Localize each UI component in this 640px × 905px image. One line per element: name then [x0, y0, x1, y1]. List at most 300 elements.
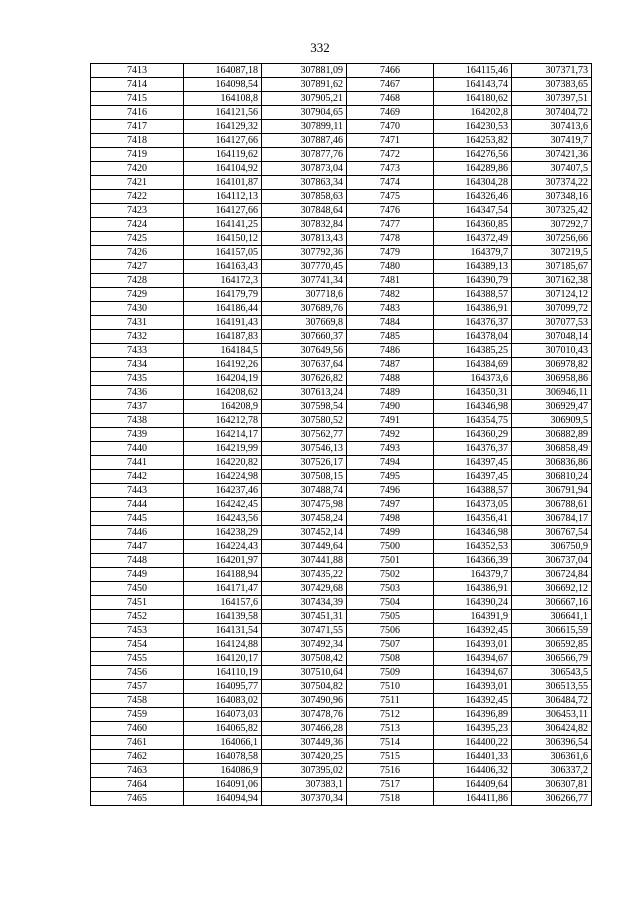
y-coordinate-left: 307899,11	[262, 120, 347, 134]
x-coordinate-right: 164373,6	[434, 372, 512, 386]
point-number-right: 7501	[347, 554, 434, 568]
point-number-left: 7461	[91, 736, 184, 750]
point-number-right: 7508	[347, 652, 434, 666]
y-coordinate-left: 307649,56	[262, 344, 347, 358]
table-row	[91, 176, 592, 190]
y-coordinate-right: 307292,7	[512, 218, 592, 232]
y-coordinate-right: 306307,81	[512, 778, 592, 792]
x-coordinate-right: 164400,22	[434, 736, 512, 750]
x-coordinate-right: 164385,25	[434, 344, 512, 358]
point-number-left: 7447	[91, 540, 184, 554]
point-number-right: 7485	[347, 330, 434, 344]
x-coordinate-left: 164083,02	[184, 694, 262, 708]
point-number-right: 7478	[347, 232, 434, 246]
point-number-left: 7427	[91, 260, 184, 274]
y-coordinate-left: 307526,17	[262, 456, 347, 470]
point-number-right: 7467	[347, 78, 434, 92]
point-number-right: 7511	[347, 694, 434, 708]
point-number-left: 7450	[91, 582, 184, 596]
point-number-left: 7465	[91, 792, 184, 806]
y-coordinate-left: 307905,21	[262, 92, 347, 106]
x-coordinate-left: 164157,05	[184, 246, 262, 260]
point-number-right: 7488	[347, 372, 434, 386]
table-row	[91, 358, 592, 372]
point-number-left: 7438	[91, 414, 184, 428]
x-coordinate-left: 164131,54	[184, 624, 262, 638]
point-number-left: 7451	[91, 596, 184, 610]
point-number-right: 7483	[347, 302, 434, 316]
point-number-right: 7515	[347, 750, 434, 764]
y-coordinate-left: 307420,25	[262, 750, 347, 764]
point-number-left: 7422	[91, 190, 184, 204]
point-number-left: 7432	[91, 330, 184, 344]
x-coordinate-left: 164192,26	[184, 358, 262, 372]
point-number-right: 7496	[347, 484, 434, 498]
x-coordinate-left: 164214,17	[184, 428, 262, 442]
table-row	[91, 134, 592, 148]
table-row	[91, 778, 592, 792]
point-number-right: 7512	[347, 708, 434, 722]
x-coordinate-right: 164386,91	[434, 302, 512, 316]
table-row	[91, 232, 592, 246]
y-coordinate-right: 307421,36	[512, 148, 592, 162]
y-coordinate-right: 307010,43	[512, 344, 592, 358]
point-number-left: 7439	[91, 428, 184, 442]
x-coordinate-left: 164091,06	[184, 778, 262, 792]
point-number-left: 7421	[91, 176, 184, 190]
y-coordinate-right: 306692,12	[512, 582, 592, 596]
point-number-right: 7499	[347, 526, 434, 540]
y-coordinate-right: 306641,1	[512, 610, 592, 624]
x-coordinate-left: 164237,46	[184, 484, 262, 498]
table-row	[91, 204, 592, 218]
x-coordinate-left: 164101,87	[184, 176, 262, 190]
y-coordinate-right: 307077,53	[512, 316, 592, 330]
y-coordinate-left: 307492,34	[262, 638, 347, 652]
table-row	[91, 302, 592, 316]
y-coordinate-left: 307466,28	[262, 722, 347, 736]
y-coordinate-right: 307256,66	[512, 232, 592, 246]
table-row	[91, 666, 592, 680]
x-coordinate-right: 164143,74	[434, 78, 512, 92]
table-row	[91, 162, 592, 176]
y-coordinate-left: 307475,98	[262, 498, 347, 512]
x-coordinate-left: 164086,9	[184, 764, 262, 778]
point-number-right: 7476	[347, 204, 434, 218]
table-row	[91, 512, 592, 526]
point-number-left: 7442	[91, 470, 184, 484]
point-number-right: 7516	[347, 764, 434, 778]
x-coordinate-left: 164127,66	[184, 134, 262, 148]
point-number-left: 7415	[91, 92, 184, 106]
y-coordinate-left: 307626,82	[262, 372, 347, 386]
point-number-left: 7417	[91, 120, 184, 134]
point-number-right: 7477	[347, 218, 434, 232]
x-coordinate-left: 164208,9	[184, 400, 262, 414]
point-number-left: 7463	[91, 764, 184, 778]
point-number-right: 7517	[347, 778, 434, 792]
point-number-left: 7457	[91, 680, 184, 694]
table-row	[91, 652, 592, 666]
point-number-left: 7425	[91, 232, 184, 246]
table-row	[91, 120, 592, 134]
x-coordinate-left: 164163,43	[184, 260, 262, 274]
x-coordinate-right: 164376,37	[434, 316, 512, 330]
point-number-right: 7492	[347, 428, 434, 442]
point-number-right: 7518	[347, 792, 434, 806]
y-coordinate-right: 306958,86	[512, 372, 592, 386]
point-number-right: 7486	[347, 344, 434, 358]
y-coordinate-left: 307613,24	[262, 386, 347, 400]
y-coordinate-left: 307718,6	[262, 288, 347, 302]
table-row	[91, 400, 592, 414]
point-number-left: 7449	[91, 568, 184, 582]
y-coordinate-left: 307832,84	[262, 218, 347, 232]
x-coordinate-left: 164108,8	[184, 92, 262, 106]
y-coordinate-right: 307219,5	[512, 246, 592, 260]
x-coordinate-right: 164406,32	[434, 764, 512, 778]
y-coordinate-right: 306882,89	[512, 428, 592, 442]
y-coordinate-left: 307887,46	[262, 134, 347, 148]
y-coordinate-left: 307741,34	[262, 274, 347, 288]
point-number-right: 7479	[347, 246, 434, 260]
table-row	[91, 750, 592, 764]
table-row	[91, 568, 592, 582]
y-coordinate-right: 307404,72	[512, 106, 592, 120]
x-coordinate-right: 164378,04	[434, 330, 512, 344]
x-coordinate-left: 164201,97	[184, 554, 262, 568]
point-number-left: 7416	[91, 106, 184, 120]
y-coordinate-left: 307488,74	[262, 484, 347, 498]
table-row	[91, 792, 592, 806]
y-coordinate-right: 306484,72	[512, 694, 592, 708]
point-number-left: 7418	[91, 134, 184, 148]
table-row	[91, 64, 592, 78]
y-coordinate-left: 307504,82	[262, 680, 347, 694]
point-number-left: 7453	[91, 624, 184, 638]
y-coordinate-right: 306788,61	[512, 498, 592, 512]
point-number-right: 7498	[347, 512, 434, 526]
x-coordinate-left: 164120,17	[184, 652, 262, 666]
x-coordinate-left: 164119,62	[184, 148, 262, 162]
point-number-right: 7472	[347, 148, 434, 162]
point-number-right: 7466	[347, 64, 434, 78]
table-row	[91, 498, 592, 512]
y-coordinate-right: 306750,9	[512, 540, 592, 554]
y-coordinate-left: 307562,77	[262, 428, 347, 442]
y-coordinate-right: 306396,54	[512, 736, 592, 750]
x-coordinate-right: 164390,24	[434, 596, 512, 610]
y-coordinate-left: 307395,02	[262, 764, 347, 778]
x-coordinate-left: 164186,44	[184, 302, 262, 316]
x-coordinate-left: 164124,88	[184, 638, 262, 652]
x-coordinate-left: 164150,12	[184, 232, 262, 246]
x-coordinate-left: 164187,83	[184, 330, 262, 344]
table-row	[91, 288, 592, 302]
point-number-left: 7446	[91, 526, 184, 540]
y-coordinate-right: 306737,04	[512, 554, 592, 568]
table-row	[91, 442, 592, 456]
x-coordinate-right: 164360,85	[434, 218, 512, 232]
point-number-left: 7455	[91, 652, 184, 666]
x-coordinate-left: 164212,78	[184, 414, 262, 428]
point-number-left: 7443	[91, 484, 184, 498]
point-number-right: 7510	[347, 680, 434, 694]
point-number-right: 7509	[347, 666, 434, 680]
x-coordinate-left: 164242,45	[184, 498, 262, 512]
table-row	[91, 638, 592, 652]
x-coordinate-left: 164172,3	[184, 274, 262, 288]
table-row	[91, 148, 592, 162]
y-coordinate-left: 307858,63	[262, 190, 347, 204]
table-row	[91, 330, 592, 344]
y-coordinate-left: 307891,62	[262, 78, 347, 92]
y-coordinate-right: 307048,14	[512, 330, 592, 344]
table-row	[91, 582, 592, 596]
table-row	[91, 414, 592, 428]
x-coordinate-left: 164238,29	[184, 526, 262, 540]
x-coordinate-right: 164386,91	[434, 582, 512, 596]
point-number-right: 7494	[347, 456, 434, 470]
y-coordinate-left: 307508,15	[262, 470, 347, 484]
point-number-left: 7430	[91, 302, 184, 316]
table-row	[91, 456, 592, 470]
point-number-left: 7414	[91, 78, 184, 92]
x-coordinate-left: 164094,94	[184, 792, 262, 806]
table-row	[91, 386, 592, 400]
y-coordinate-right: 306337,2	[512, 764, 592, 778]
table-row	[91, 764, 592, 778]
point-number-left: 7452	[91, 610, 184, 624]
y-coordinate-left: 307863,34	[262, 176, 347, 190]
point-number-left: 7435	[91, 372, 184, 386]
x-coordinate-left: 164112,13	[184, 190, 262, 204]
y-coordinate-right: 306615,59	[512, 624, 592, 638]
x-coordinate-right: 164230,53	[434, 120, 512, 134]
y-coordinate-left: 307881,09	[262, 64, 347, 78]
x-coordinate-right: 164180,62	[434, 92, 512, 106]
y-coordinate-left: 307546,13	[262, 442, 347, 456]
point-number-left: 7460	[91, 722, 184, 736]
point-number-right: 7481	[347, 274, 434, 288]
point-number-left: 7426	[91, 246, 184, 260]
x-coordinate-left: 164127,66	[184, 204, 262, 218]
x-coordinate-right: 164411,86	[434, 792, 512, 806]
point-number-right: 7495	[347, 470, 434, 484]
y-coordinate-right: 306784,17	[512, 512, 592, 526]
y-coordinate-right: 306791,94	[512, 484, 592, 498]
y-coordinate-right: 306361,6	[512, 750, 592, 764]
x-coordinate-right: 164388,57	[434, 288, 512, 302]
point-number-left: 7445	[91, 512, 184, 526]
x-coordinate-right: 164397,45	[434, 456, 512, 470]
y-coordinate-right: 307325,42	[512, 204, 592, 218]
y-coordinate-right: 307407,5	[512, 162, 592, 176]
x-coordinate-right: 164202,8	[434, 106, 512, 120]
point-number-left: 7436	[91, 386, 184, 400]
y-coordinate-left: 307449,64	[262, 540, 347, 554]
point-number-left: 7454	[91, 638, 184, 652]
x-coordinate-right: 164289,86	[434, 162, 512, 176]
table-row	[91, 106, 592, 120]
y-coordinate-left: 307429,68	[262, 582, 347, 596]
point-number-left: 7456	[91, 666, 184, 680]
point-number-left: 7431	[91, 316, 184, 330]
x-coordinate-right: 164347,54	[434, 204, 512, 218]
x-coordinate-left: 164129,32	[184, 120, 262, 134]
table-row	[91, 316, 592, 330]
y-coordinate-left: 307510,64	[262, 666, 347, 680]
x-coordinate-right: 164393,01	[434, 638, 512, 652]
x-coordinate-left: 164073,03	[184, 708, 262, 722]
x-coordinate-left: 164065,82	[184, 722, 262, 736]
x-coordinate-right: 164354,75	[434, 414, 512, 428]
y-coordinate-right: 307348,16	[512, 190, 592, 204]
point-number-right: 7491	[347, 414, 434, 428]
x-coordinate-right: 164356,41	[434, 512, 512, 526]
point-number-left: 7434	[91, 358, 184, 372]
x-coordinate-right: 164401,33	[434, 750, 512, 764]
y-coordinate-right: 306909,5	[512, 414, 592, 428]
point-number-right: 7497	[347, 498, 434, 512]
x-coordinate-left: 164191,43	[184, 316, 262, 330]
point-number-left: 7437	[91, 400, 184, 414]
x-coordinate-right: 164409,64	[434, 778, 512, 792]
y-coordinate-right: 306724,84	[512, 568, 592, 582]
y-coordinate-left: 307580,52	[262, 414, 347, 428]
point-number-right: 7473	[347, 162, 434, 176]
y-coordinate-left: 307792,36	[262, 246, 347, 260]
x-coordinate-left: 164139,58	[184, 610, 262, 624]
table-row	[91, 260, 592, 274]
table-row	[91, 470, 592, 484]
point-number-left: 7429	[91, 288, 184, 302]
x-coordinate-right: 164352,53	[434, 540, 512, 554]
table-row	[91, 344, 592, 358]
x-coordinate-right: 164396,89	[434, 708, 512, 722]
x-coordinate-right: 164379,7	[434, 246, 512, 260]
x-coordinate-right: 164253,82	[434, 134, 512, 148]
table-row	[91, 526, 592, 540]
x-coordinate-left: 164121,56	[184, 106, 262, 120]
y-coordinate-left: 307669,8	[262, 316, 347, 330]
point-number-right: 7500	[347, 540, 434, 554]
point-number-left: 7420	[91, 162, 184, 176]
x-coordinate-left: 164184,5	[184, 344, 262, 358]
y-coordinate-left: 307508,42	[262, 652, 347, 666]
point-number-left: 7464	[91, 778, 184, 792]
table-row	[91, 736, 592, 750]
point-number-right: 7468	[347, 92, 434, 106]
y-coordinate-right: 306543,5	[512, 666, 592, 680]
point-number-left: 7423	[91, 204, 184, 218]
table-row	[91, 372, 592, 386]
table-row	[91, 680, 592, 694]
x-coordinate-left: 164188,94	[184, 568, 262, 582]
x-coordinate-right: 164389,13	[434, 260, 512, 274]
x-coordinate-right: 164115,46	[434, 64, 512, 78]
x-coordinate-right: 164393,01	[434, 680, 512, 694]
point-number-right: 7471	[347, 134, 434, 148]
point-number-right: 7505	[347, 610, 434, 624]
point-number-left: 7433	[91, 344, 184, 358]
y-coordinate-left: 307478,76	[262, 708, 347, 722]
x-coordinate-left: 164087,18	[184, 64, 262, 78]
table-row	[91, 92, 592, 106]
point-number-left: 7462	[91, 750, 184, 764]
x-coordinate-right: 164376,37	[434, 442, 512, 456]
y-coordinate-right: 306946,11	[512, 386, 592, 400]
x-coordinate-left: 164224,98	[184, 470, 262, 484]
point-number-left: 7444	[91, 498, 184, 512]
y-coordinate-left: 307434,39	[262, 596, 347, 610]
y-coordinate-right: 306929,47	[512, 400, 592, 414]
x-coordinate-left: 164179,79	[184, 288, 262, 302]
y-coordinate-right: 307413,6	[512, 120, 592, 134]
x-coordinate-left: 164157,6	[184, 596, 262, 610]
point-number-right: 7469	[347, 106, 434, 120]
y-coordinate-left: 307637,64	[262, 358, 347, 372]
x-coordinate-right: 164372,49	[434, 232, 512, 246]
y-coordinate-right: 306810,24	[512, 470, 592, 484]
y-coordinate-left: 307449,36	[262, 736, 347, 750]
y-coordinate-left: 307383,1	[262, 778, 347, 792]
x-coordinate-left: 164219,99	[184, 442, 262, 456]
x-coordinate-right: 164350,31	[434, 386, 512, 400]
x-coordinate-left: 164110,19	[184, 666, 262, 680]
y-coordinate-left: 307370,34	[262, 792, 347, 806]
point-number-left: 7448	[91, 554, 184, 568]
y-coordinate-right: 306513,55	[512, 680, 592, 694]
y-coordinate-right: 306592,85	[512, 638, 592, 652]
y-coordinate-left: 307452,14	[262, 526, 347, 540]
y-coordinate-right: 306667,16	[512, 596, 592, 610]
x-coordinate-left: 164208,62	[184, 386, 262, 400]
page-number: 332	[310, 40, 330, 55]
point-number-left: 7441	[91, 456, 184, 470]
y-coordinate-left: 307873,04	[262, 162, 347, 176]
y-coordinate-right: 307374,22	[512, 176, 592, 190]
table-row	[91, 610, 592, 624]
x-coordinate-right: 164373,05	[434, 498, 512, 512]
x-coordinate-right: 164388,57	[434, 484, 512, 498]
table-row	[91, 428, 592, 442]
point-number-right: 7484	[347, 316, 434, 330]
table-row	[91, 540, 592, 554]
y-coordinate-left: 307458,24	[262, 512, 347, 526]
y-coordinate-right: 307371,73	[512, 64, 592, 78]
y-coordinate-left: 307770,45	[262, 260, 347, 274]
x-coordinate-left: 164243,56	[184, 512, 262, 526]
y-coordinate-left: 307904,65	[262, 106, 347, 120]
x-coordinate-left: 164104,92	[184, 162, 262, 176]
table-row	[91, 274, 592, 288]
x-coordinate-right: 164384,69	[434, 358, 512, 372]
point-number-left: 7413	[91, 64, 184, 78]
x-coordinate-left: 164098,54	[184, 78, 262, 92]
y-coordinate-left: 307490,96	[262, 694, 347, 708]
table-row	[91, 246, 592, 260]
y-coordinate-right: 306424,82	[512, 722, 592, 736]
point-number-right: 7506	[347, 624, 434, 638]
point-number-right: 7514	[347, 736, 434, 750]
y-coordinate-right: 307162,38	[512, 274, 592, 288]
y-coordinate-right: 306978,82	[512, 358, 592, 372]
point-number-right: 7489	[347, 386, 434, 400]
y-coordinate-right: 307124,12	[512, 288, 592, 302]
point-number-right: 7507	[347, 638, 434, 652]
point-number-right: 7502	[347, 568, 434, 582]
